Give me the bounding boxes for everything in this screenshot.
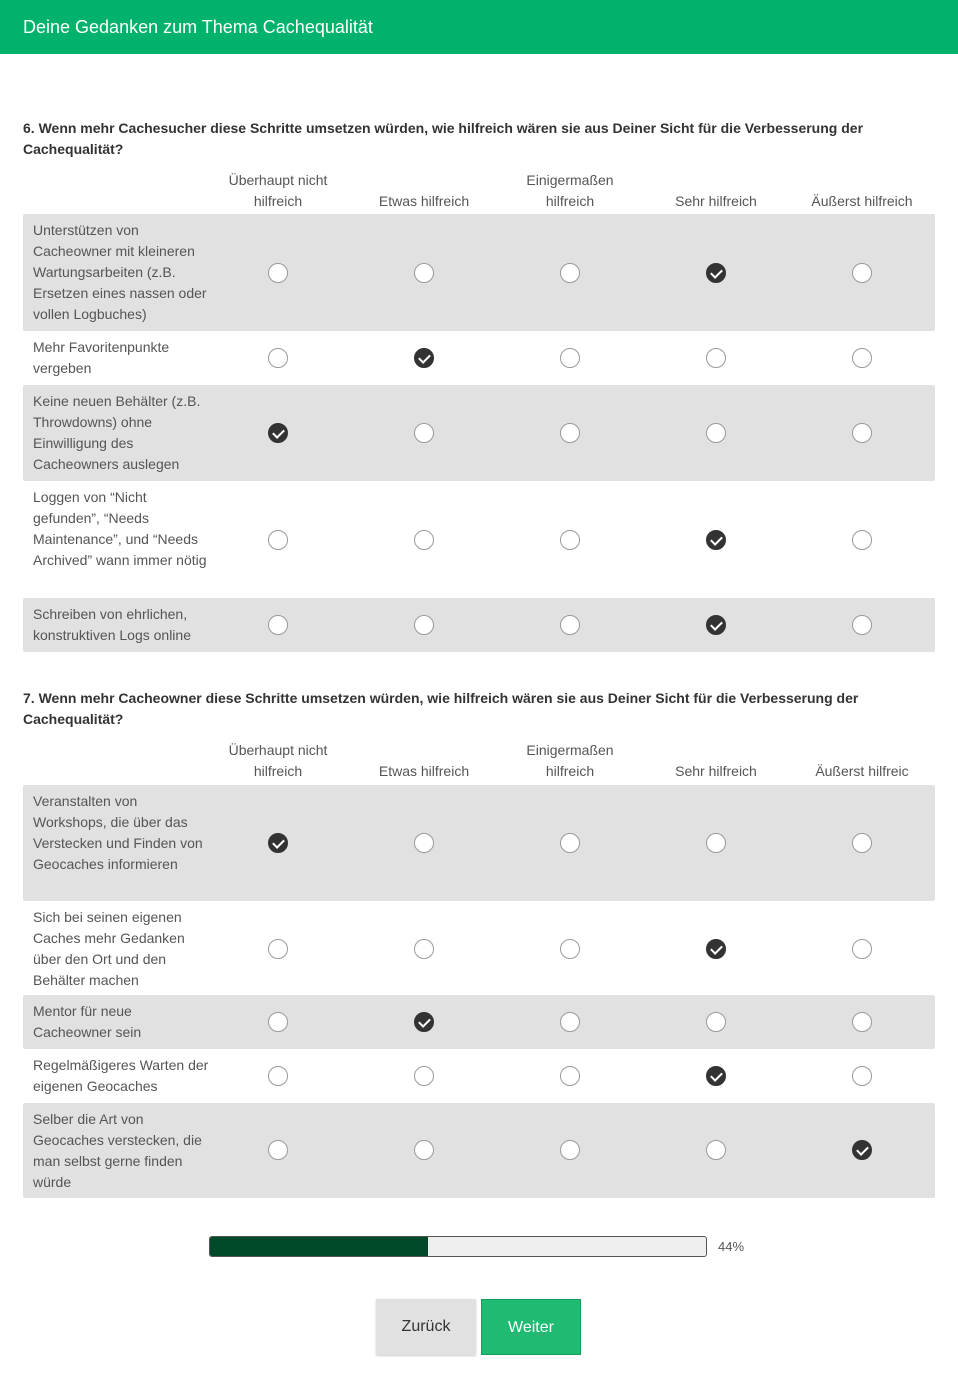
- radio-option[interactable]: [706, 1012, 726, 1032]
- column-header-2: Etwas hilfreich: [378, 193, 470, 209]
- radio-option[interactable]: [414, 263, 434, 283]
- radio-option[interactable]: [414, 615, 434, 635]
- column-header-1: Überhaupt nicht hilfreich: [228, 172, 328, 209]
- radio-option[interactable]: [706, 1140, 726, 1160]
- checkmark-icon: [710, 1069, 723, 1082]
- radio-option[interactable]: [268, 530, 288, 550]
- row-label: Unterstützen von Cacheowner mit kleineren Wartungsarbeiten (z.B. Ersetzen eines nassen oder vollen Logbuches): [33, 222, 207, 322]
- radio-option[interactable]: [560, 348, 580, 368]
- radio-option[interactable]: [560, 423, 580, 443]
- row-label: Veranstalten von Workshops, die über das Verstecken und Finden von Geocaches informieren: [33, 793, 203, 872]
- radio-option[interactable]: [706, 530, 726, 550]
- column-header-1: Überhaupt nicht hilfreich: [228, 742, 328, 779]
- radio-option[interactable]: [414, 833, 434, 853]
- survey-title: Deine Gedanken zum Thema Cachequalität: [23, 17, 373, 37]
- radio-option[interactable]: [560, 833, 580, 853]
- radio-option[interactable]: [268, 939, 288, 959]
- row-label: Mehr Favoritenpunkte vergeben: [33, 339, 170, 376]
- matrix-row: [23, 1049, 935, 1103]
- survey-header: [0, 0, 958, 54]
- radio-option[interactable]: [852, 833, 872, 853]
- radio-option[interactable]: [852, 1140, 872, 1160]
- radio-option[interactable]: [268, 1012, 288, 1032]
- question-7-title: 7. Wenn mehr Cacheowner diese Schritte umsetzen würden, wie hilfreich wären sie aus Deiner Sicht für die Verbesserung der Cachequalität?: [23, 690, 859, 727]
- checkmark-icon: [710, 266, 723, 279]
- row-label: Regelmäßigeres Warten der eigenen Geocaches: [33, 1057, 209, 1094]
- checkmark-icon: [418, 1015, 431, 1028]
- radio-option[interactable]: [560, 263, 580, 283]
- radio-option[interactable]: [268, 263, 288, 283]
- radio-option[interactable]: [268, 348, 288, 368]
- next-button[interactable]: Weiter: [481, 1299, 581, 1355]
- radio-option[interactable]: [268, 833, 288, 853]
- radio-option[interactable]: [852, 1012, 872, 1032]
- radio-option[interactable]: [706, 833, 726, 853]
- checkmark-icon: [418, 351, 431, 364]
- progress-bar: [209, 1236, 707, 1257]
- radio-option[interactable]: [268, 1066, 288, 1086]
- radio-option[interactable]: [852, 530, 872, 550]
- checkmark-icon: [272, 426, 285, 439]
- radio-option[interactable]: [414, 1012, 434, 1032]
- back-button[interactable]: Zurück: [376, 1299, 476, 1355]
- radio-option[interactable]: [560, 1012, 580, 1032]
- radio-option[interactable]: [560, 939, 580, 959]
- radio-option[interactable]: [706, 615, 726, 635]
- radio-option[interactable]: [706, 1066, 726, 1086]
- radio-option[interactable]: [706, 263, 726, 283]
- radio-option[interactable]: [560, 530, 580, 550]
- checkmark-icon: [856, 1143, 869, 1156]
- question-6-title: 6. Wenn mehr Cachesucher diese Schritte umsetzen würden, wie hilfreich wären sie aus Deiner Sicht für die Verbesserung der Cachequalität?: [23, 120, 864, 157]
- row-label: Sich bei seinen eigenen Caches mehr Gedanken über den Ort und den Behälter machen: [33, 909, 185, 988]
- radio-option[interactable]: [706, 939, 726, 959]
- radio-option[interactable]: [268, 423, 288, 443]
- matrix-row: [23, 901, 935, 995]
- matrix-row: [23, 598, 935, 652]
- column-header-5: Äußerst hilfreic: [815, 763, 909, 779]
- radio-option[interactable]: [414, 1140, 434, 1160]
- matrix-row: [23, 385, 935, 481]
- radio-option[interactable]: [414, 939, 434, 959]
- radio-option[interactable]: [268, 615, 288, 635]
- radio-option[interactable]: [414, 348, 434, 368]
- row-label: Selber die Art von Geocaches verstecken, die man selbst gerne finden würde: [33, 1111, 202, 1190]
- radio-option[interactable]: [414, 530, 434, 550]
- radio-option[interactable]: [560, 1140, 580, 1160]
- row-label: Mentor für neue Cacheowner sein: [33, 1003, 142, 1040]
- radio-option[interactable]: [268, 1140, 288, 1160]
- matrix-row: [23, 995, 935, 1049]
- checkmark-icon: [710, 618, 723, 631]
- column-header-3: Einigermaßen hilfreich: [526, 172, 614, 209]
- radio-option[interactable]: [414, 1066, 434, 1086]
- row-label: Keine neuen Behälter (z.B. Throwdowns) ohne Einwilligung des Cacheowners auslegen: [33, 393, 201, 472]
- radio-option[interactable]: [852, 1066, 872, 1086]
- column-header-3: Einigermaßen hilfreich: [526, 742, 614, 779]
- matrix-row: [23, 481, 935, 598]
- radio-option[interactable]: [852, 939, 872, 959]
- radio-option[interactable]: [852, 423, 872, 443]
- checkmark-icon: [272, 836, 285, 849]
- radio-option[interactable]: [560, 615, 580, 635]
- checkmark-icon: [710, 942, 723, 955]
- column-header-5: Äußerst hilfreich: [811, 193, 913, 209]
- matrix-row: [23, 1103, 935, 1198]
- checkmark-icon: [710, 533, 723, 546]
- progress-bar-fill: [210, 1237, 428, 1256]
- matrix-row: [23, 214, 935, 331]
- radio-option[interactable]: [706, 423, 726, 443]
- row-label: Loggen von “Nicht gefunden”, “Needs Maintenance”, und “Needs Archived” wann immer nötig: [33, 489, 207, 568]
- column-header-4: Sehr hilfreich: [675, 763, 757, 779]
- radio-option[interactable]: [414, 423, 434, 443]
- column-header-4: Sehr hilfreich: [675, 193, 757, 209]
- row-label: Schreiben von ehrlichen, konstruktiven Logs online: [33, 606, 191, 643]
- progress-percent-label: 44%: [718, 1239, 745, 1254]
- radio-option[interactable]: [560, 1066, 580, 1086]
- radio-option[interactable]: [852, 348, 872, 368]
- matrix-row: [23, 331, 935, 385]
- column-header-2: Etwas hilfreich: [378, 763, 470, 779]
- radio-option[interactable]: [706, 348, 726, 368]
- radio-option[interactable]: [852, 615, 872, 635]
- matrix-row: [23, 785, 935, 901]
- radio-option[interactable]: [852, 263, 872, 283]
